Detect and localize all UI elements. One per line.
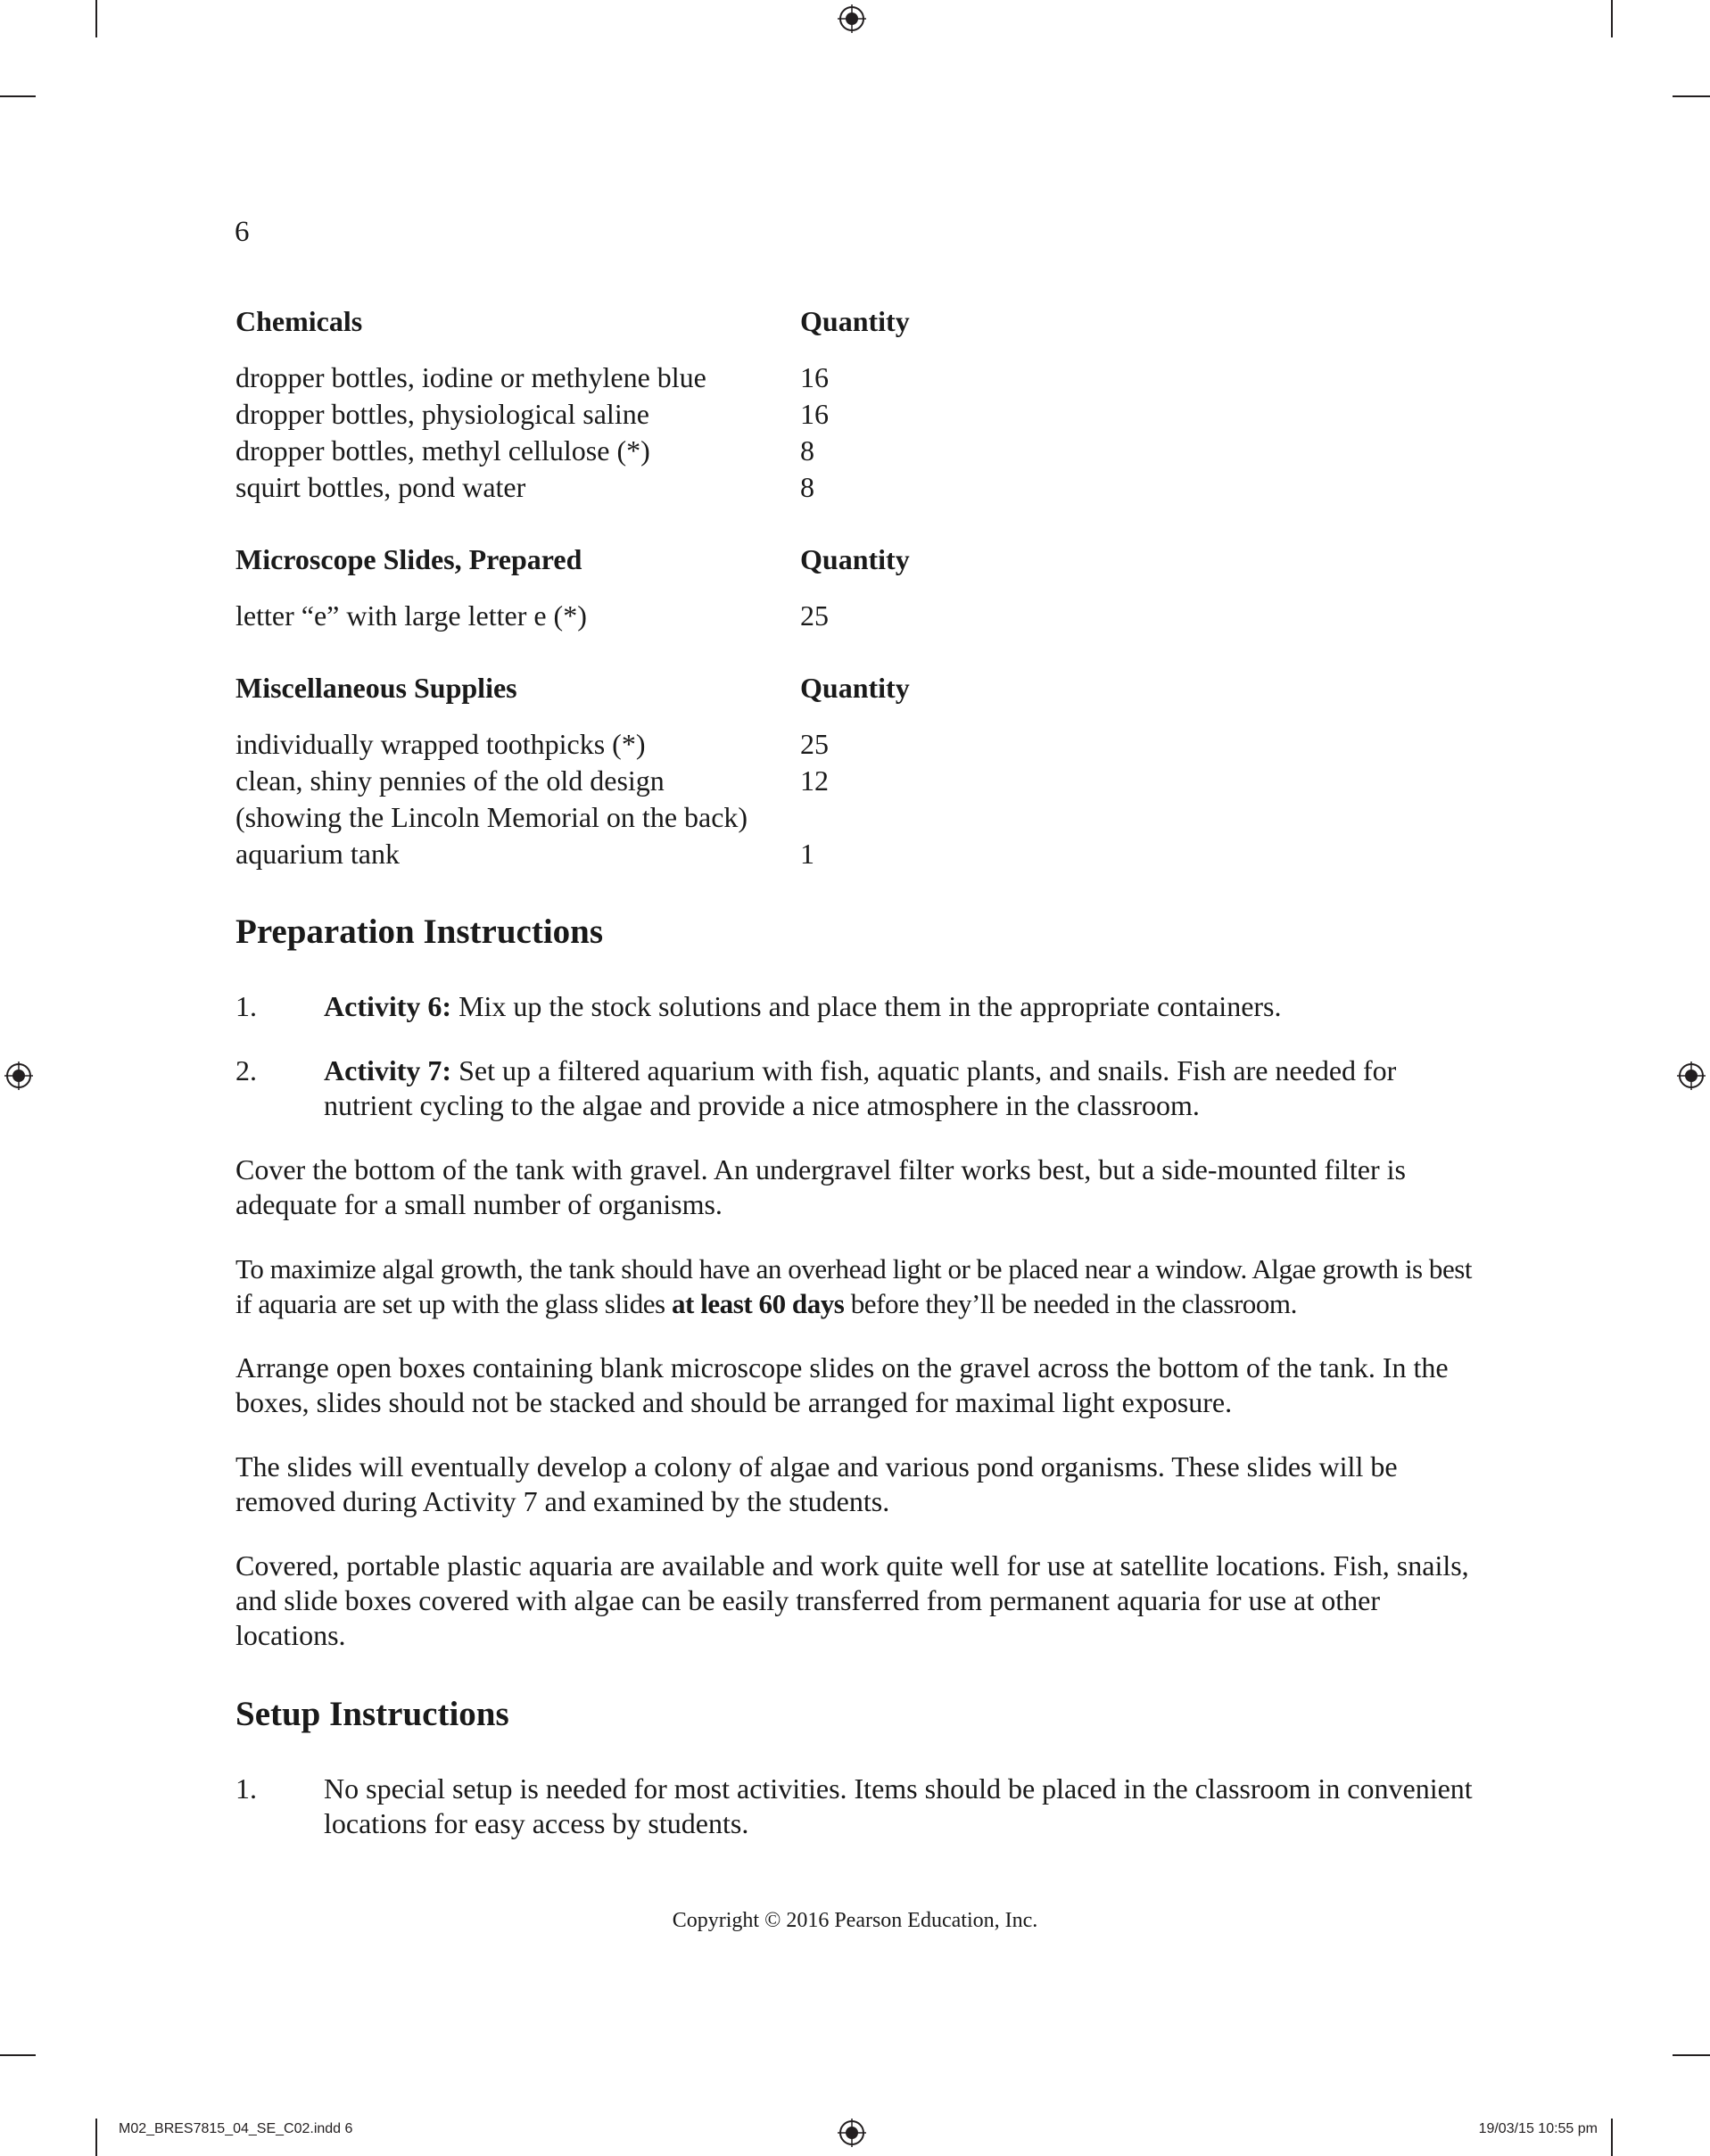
table-row	[235, 359, 1484, 396]
item-quantity: 8	[800, 471, 814, 503]
item-quantity: 8	[800, 434, 814, 467]
item-quantity: 12	[800, 764, 829, 797]
list-item-label: Activity 7:	[324, 1054, 452, 1086]
paragraph: The slides will eventually develop a colony of algae and various pond organisms. These slides will be removed during Activity 7 and examined by the students.	[235, 1450, 1398, 1517]
list-item-text: No special setup is needed for most activities. Items should be placed in the classroom in convenient locations for easy access by students.	[324, 1772, 1473, 1839]
item-quantity: 25	[800, 599, 829, 632]
paragraph-text: To maximize algal growth, the tank should have an overhead light or be placed near a window. Algae growth is best if aquaria are set up with the glass slides	[235, 1253, 1473, 1319]
crop-mark	[0, 95, 36, 97]
crop-mark	[1673, 2054, 1710, 2056]
copyright-notice: Copyright © 2016 Pearson Education, Inc.	[672, 1909, 1038, 1932]
item-name: dropper bottles, iodine or methylene blue	[235, 361, 706, 393]
table-header	[235, 303, 1484, 340]
list-item-number: 1.	[235, 1772, 257, 1805]
registration-mark-icon	[4, 1061, 33, 1090]
list-item	[235, 1053, 1484, 1123]
table-header-item: Microscope Slides, Prepared	[235, 543, 582, 575]
list-item	[235, 1772, 1484, 1841]
item-name: (showing the Lincoln Memorial on the back)	[235, 801, 748, 833]
item-name: aquarium tank	[235, 838, 400, 870]
crop-mark	[95, 2119, 97, 2156]
item-name: individually wrapped toothpicks (*)	[235, 728, 646, 760]
paragraph: Cover the bottom of the tank with gravel. An undergravel filter works best, but a side-mounted filter is adequate for a small number of organisms.	[235, 1153, 1406, 1220]
file-slug: M02_BRES7815_04_SE_C02.indd 6	[119, 2121, 353, 2136]
list-item-number: 2.	[235, 1054, 257, 1086]
item-name: dropper bottles, methyl cellulose (*)	[235, 434, 650, 467]
miscellaneous-supplies-table	[235, 670, 1484, 872]
item-name: letter “e” with large letter e (*)	[235, 599, 587, 632]
table-header-item: Chemicals	[235, 305, 363, 337]
crop-mark	[95, 0, 97, 37]
item-quantity: 16	[800, 361, 829, 393]
crop-mark	[1673, 95, 1710, 97]
paragraph-text: before they’ll be needed in the classroom.	[844, 1288, 1297, 1319]
section-heading-preparation: Preparation Instructions	[235, 913, 604, 951]
paragraph-emphasis: at least 60 days	[671, 1288, 845, 1319]
chemicals-table	[235, 303, 1484, 506]
microscope-slides-table	[235, 541, 1484, 634]
table-row	[235, 396, 1484, 433]
date-slug: 19/03/15 10:55 pm	[1478, 2121, 1598, 2136]
item-name: clean, shiny pennies of the old design	[235, 764, 665, 797]
list-item	[235, 989, 1484, 1024]
item-name: squirt bottles, pond water	[235, 471, 526, 503]
table-header-quantity: Quantity	[800, 305, 910, 337]
table-header-quantity: Quantity	[800, 543, 910, 575]
table-row	[235, 726, 1484, 763]
item-quantity: 1	[800, 838, 814, 870]
paragraph: Arrange open boxes containing blank microscope slides on the gravel across the bottom of the tank. In the boxes, slides should not be stacked and should be arranged for maximal light exposure.	[235, 1351, 1449, 1418]
crop-mark	[1611, 0, 1613, 37]
registration-mark-icon	[838, 2119, 866, 2147]
item-quantity: 25	[800, 728, 829, 760]
paragraph	[235, 1251, 1484, 1321]
item-name: dropper bottles, physiological saline	[235, 398, 649, 430]
registration-mark-icon	[1677, 1061, 1706, 1090]
list-item-text: Set up a filtered aquarium with fish, aquatic plants, and snails. Fish are needed for nutrient cycling to the algae and provide a nice atmosphere in the classroom.	[324, 1054, 1397, 1121]
table-row	[235, 763, 1484, 799]
table-row	[235, 469, 1484, 506]
table-row	[235, 836, 1484, 872]
registration-mark-icon	[838, 4, 866, 33]
table-row	[235, 433, 1484, 469]
crop-mark	[1611, 2119, 1613, 2156]
table-header-item: Miscellaneous Supplies	[235, 672, 517, 704]
page-number: 6	[235, 216, 250, 248]
list-item-label: Activity 6:	[324, 990, 452, 1022]
table-header	[235, 541, 1484, 578]
paragraph: Covered, portable plastic aquaria are available and work quite well for use at satellite locations. Fish, snails, and slide boxes covered with algae can be easily transferred from permanent aquaria for use at other locations.	[235, 1549, 1469, 1651]
table-header	[235, 670, 1484, 706]
table-row	[235, 598, 1484, 634]
section-heading-setup: Setup Instructions	[235, 1695, 509, 1733]
crop-mark	[0, 2054, 36, 2056]
table-row	[235, 799, 1484, 836]
list-item-number: 1.	[235, 990, 257, 1022]
item-quantity: 16	[800, 398, 829, 430]
page-content	[235, 303, 1484, 1841]
table-header-quantity: Quantity	[800, 672, 910, 704]
list-item-text: Mix up the stock solutions and place them in the appropriate containers.	[451, 990, 1282, 1022]
